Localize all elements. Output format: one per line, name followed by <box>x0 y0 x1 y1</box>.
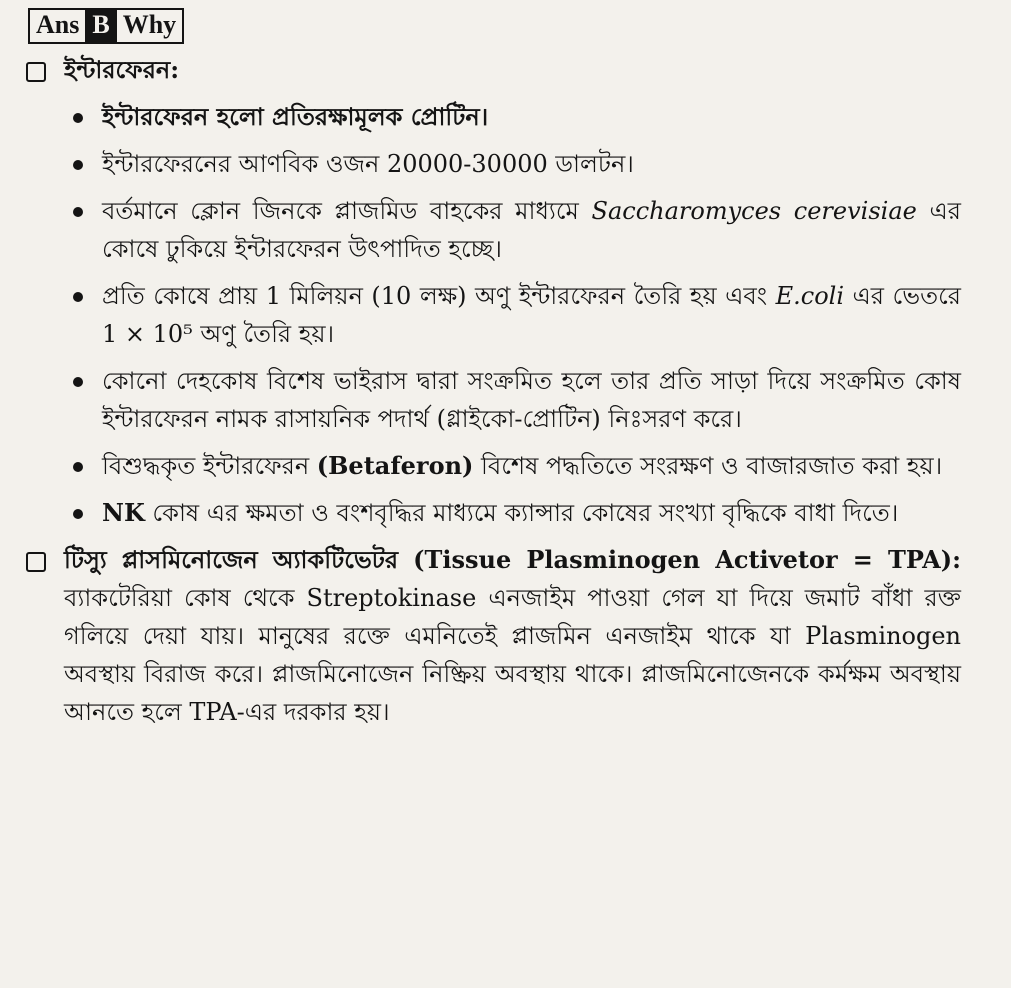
bullet-text: ইন্টারফেরন হলো প্রতিরক্ষামূলক প্রোটিন। <box>102 102 489 131</box>
list-item <box>102 145 961 183</box>
bullet-text: ইন্টারফেরনের আণবিক ওজন 20000-30000 ডালটন। <box>102 150 634 178</box>
answer-label: Ans <box>30 10 87 42</box>
bullet-text-continued: এর ভেতরে 1 × 10⁵ অণু তৈরি হয়। <box>102 282 961 348</box>
list-item <box>102 362 961 438</box>
bullet-icon <box>73 160 83 170</box>
bullet-icon <box>73 207 83 217</box>
checkbox-icon <box>26 62 46 82</box>
drug-name: (Betaferon) <box>316 451 474 480</box>
answer-letter: B <box>87 10 114 42</box>
list-item <box>102 447 961 485</box>
interferon-heading-text: ইন্টারফেরন: <box>64 55 180 84</box>
bullet-icon <box>73 462 83 472</box>
bullet-text-continued: বিশেষ পদ্ধতিতে সংরক্ষণ ও বাজারজাত করা হয়। <box>473 452 943 480</box>
interferon-heading <box>26 52 961 92</box>
bullet-icon <box>73 113 83 123</box>
interferon-bullet-list <box>26 98 961 532</box>
checkbox-icon <box>26 552 46 572</box>
bullet-text: কোনো দেহকোষ বিশেষ ভাইরাস দ্বারা সংক্রমিত হলে তার প্রতি সাড়া দিয়ে সংক্রমিত কোষ ইন্টারফেরন নামক রাসায়নিক পদার্থ (গ্লাইকো-প্রোটিন) নিঃসরণ করে। <box>102 367 961 433</box>
bullet-icon <box>73 377 83 387</box>
bullet-icon <box>73 292 83 302</box>
tpa-body: ব্যাকটেরিয়া কোষ থেকে Streptokinase এনজাইম পাওয়া গেল যা দিয়ে জমাট বাঁধা রক্ত গলিয়ে দেয়া যায়। মানুষের রক্তে এমনিতেই প্লাজমিন এনজাইম থাকে যা Plasminogen অবস্থায় বিরাজ করে। প্লাজমিনোজেন নিষ্ক্রিয় অবস্থায় থাকে। প্লাজমিনোজেনকে কর্মক্ষম অবস্থায় আনতে হলে TPA-এর দরকার হয়। <box>64 584 961 726</box>
list-item <box>102 98 961 136</box>
answer-badge <box>28 8 184 44</box>
tpa-heading: টিস্যু প্লাসমিনোজেন অ্যাকটিভেটর (Tissue Plasminogen Activetor = TPA): <box>64 545 961 574</box>
bullet-icon <box>73 509 83 519</box>
list-item <box>102 494 961 532</box>
list-item <box>102 192 961 268</box>
bullet-text: বিশুদ্ধকৃত ইন্টারফেরন <box>102 452 317 480</box>
cell-type-name: NK <box>102 498 145 527</box>
bullet-text: বর্তমানে ক্লোন জিনকে প্লাজমিড বাহকের মাধ্যমে <box>102 197 592 225</box>
bullet-text: কোষ এর ক্ষমতা ও বংশবৃদ্ধির মাধ্যমে ক্যান্সার কোষের সংখ্যা বৃদ্ধিকে বাধা দিতে। <box>144 499 899 527</box>
tpa-paragraph <box>64 541 961 731</box>
species-name: Saccharomyces cerevisiae <box>591 197 917 225</box>
bullet-text: প্রতি কোষে প্রায় 1 মিলিয়ন (10 লক্ষ) অণু ইন্টারফেরন তৈরি হয় এবং <box>102 282 776 310</box>
why-label: Why <box>115 10 182 42</box>
species-name: E.coli <box>775 282 845 310</box>
tpa-section <box>26 541 961 731</box>
list-item <box>102 277 961 353</box>
bullet-text-continued: এর কোষে ঢুকিয়ে ইন্টারফেরন উৎপাদিত হচ্ছে। <box>102 197 961 263</box>
